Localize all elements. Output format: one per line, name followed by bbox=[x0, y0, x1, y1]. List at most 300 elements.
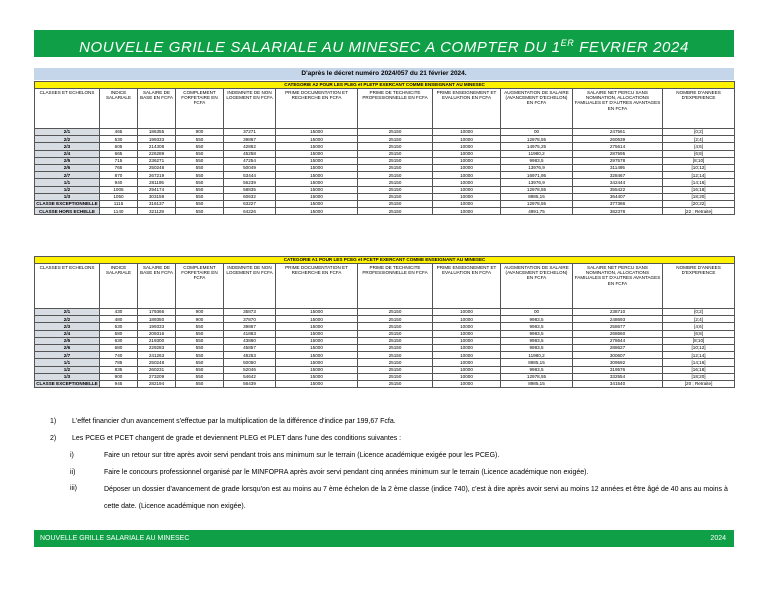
value-cell: 15000 bbox=[276, 208, 358, 215]
value-cell: 14975,25 bbox=[501, 143, 573, 150]
value-cell: 765 bbox=[100, 164, 138, 171]
value-cell: 12978,55 bbox=[501, 373, 573, 380]
value-cell: 550 bbox=[176, 337, 224, 344]
value-cell: 15000 bbox=[276, 373, 358, 380]
echelon-cell: CLASSE EXCEPTIONNELLE bbox=[36, 381, 98, 387]
value-cell: 550 bbox=[176, 366, 224, 373]
value-cell: 15000 bbox=[276, 129, 358, 136]
value-cell: 316137 bbox=[138, 200, 176, 207]
value-cell: 37271 bbox=[224, 129, 276, 136]
echelon-cell: CLASSE EXCEPTIONNELLE bbox=[36, 201, 98, 207]
value-cell: 45857 bbox=[224, 344, 276, 351]
table-row bbox=[35, 208, 735, 215]
echelon-cell: 2/1 bbox=[35, 129, 100, 136]
table-row bbox=[35, 136, 735, 143]
value-cell: 258677 bbox=[573, 323, 663, 330]
value-cell: 300607 bbox=[573, 352, 663, 359]
echelon-cell: 1/3 bbox=[35, 193, 100, 200]
value-cell: 835 bbox=[100, 366, 138, 373]
echelon-cell: CLASSE HORS ECHELLE bbox=[35, 208, 100, 215]
value-cell: 15000 bbox=[276, 330, 358, 337]
value-cell: 15000 bbox=[276, 316, 358, 323]
value-cell: 10000 bbox=[433, 208, 501, 215]
value-cell: 550 bbox=[176, 352, 224, 359]
value-cell: 740 bbox=[100, 352, 138, 359]
value-cell: 550 bbox=[176, 359, 224, 366]
value-cell: 25150 bbox=[358, 143, 433, 150]
table-row bbox=[35, 143, 735, 150]
value-cell: 260639 bbox=[573, 136, 663, 143]
value-cell: [14;16] bbox=[663, 179, 735, 186]
value-cell: [2;4] bbox=[663, 316, 735, 323]
echelon-cell: 2/3 bbox=[35, 323, 100, 330]
value-cell: 189350 bbox=[138, 316, 176, 323]
value-cell: 364407 bbox=[573, 193, 663, 200]
value-cell: 480 bbox=[100, 316, 138, 323]
value-cell: 530 bbox=[100, 136, 138, 143]
value-cell: 332554 bbox=[573, 373, 663, 380]
header-row bbox=[35, 89, 735, 129]
echelon-cell: 2/4 bbox=[35, 330, 100, 337]
value-cell: 550 bbox=[176, 200, 224, 207]
value-cell: 550 bbox=[176, 136, 224, 143]
value-cell: 281195 bbox=[138, 179, 176, 186]
column-header: SALAIRE NET PERCU SANS NOMINATION, ALLOCATIONS FAMILIALES ET D'AUTRES AVANTAGES EN FCFA bbox=[573, 89, 663, 129]
value-cell: 900 bbox=[176, 129, 224, 136]
value-cell: 39867 bbox=[224, 136, 276, 143]
value-cell: 465 bbox=[100, 129, 138, 136]
value-cell: 940 bbox=[100, 179, 138, 186]
value-cell: [12;14] bbox=[663, 172, 735, 179]
column-header: SALAIRE NET PERCU SANS NOMINATION, ALLOCATIONS FAMILIALES ET D'AUTRES AVANTAGES EN FCFA bbox=[573, 264, 663, 309]
column-header: PRIME ENSEIGNEMENT ET EVALUATION EN FCFA bbox=[433, 89, 501, 129]
echelon-cell: 2/7 bbox=[35, 352, 100, 359]
category-title: CATEGORIE A1 POUR LES PCEG et PCETP EXERCANT COMME ENSEIGNANT AU MINESEC bbox=[35, 257, 735, 264]
value-cell: 35873 bbox=[224, 309, 276, 316]
value-cell: [18;20] bbox=[663, 193, 735, 200]
column-header: PRIME DOCUMENTATION ET RECHERCHE EN FCFA bbox=[276, 264, 358, 309]
value-cell: 15000 bbox=[276, 359, 358, 366]
table-row bbox=[35, 172, 735, 179]
value-cell: 15000 bbox=[276, 172, 358, 179]
value-cell: 9983,5 bbox=[501, 337, 573, 344]
table-row bbox=[35, 179, 735, 186]
column-header: COMPLEMENT FORFETAIRE EN FCFA bbox=[176, 264, 224, 309]
value-cell: 900 bbox=[176, 316, 224, 323]
value-cell: [10;12] bbox=[663, 164, 735, 171]
header-row bbox=[35, 264, 735, 309]
value-cell: [14;16] bbox=[663, 359, 735, 366]
value-cell: [18;20] bbox=[663, 373, 735, 380]
category-row bbox=[35, 82, 735, 89]
value-cell: [4;6] bbox=[663, 323, 735, 330]
value-cell: 25150 bbox=[358, 208, 433, 215]
value-cell: 10000 bbox=[433, 172, 501, 179]
value-cell: 25150 bbox=[358, 337, 433, 344]
value-cell: 10000 bbox=[433, 352, 501, 359]
value-cell: [8;10] bbox=[663, 157, 735, 164]
echelon-cell: 2/2 bbox=[35, 316, 100, 323]
echelon-cell: 1/3 bbox=[35, 373, 100, 380]
value-cell: 58835 bbox=[224, 186, 276, 193]
value-cell: 550 bbox=[176, 143, 224, 150]
table-row bbox=[35, 193, 735, 200]
table-row bbox=[35, 359, 735, 366]
column-header: PRIME ENSEIGNEMENT ET EVALUATION EN FCFA bbox=[433, 264, 501, 309]
value-cell: 430 bbox=[100, 309, 138, 316]
value-cell: 15000 bbox=[276, 157, 358, 164]
column-header: AUGMENTATION DE SALAIRE (AVANCEMENT D'ECHELON) EN FCFA bbox=[501, 89, 573, 129]
value-cell: 550 bbox=[176, 373, 224, 380]
value-cell: 219300 bbox=[138, 337, 176, 344]
value-cell: 605 bbox=[100, 143, 138, 150]
value-cell: 15000 bbox=[276, 150, 358, 157]
value-cell: 8985,15 bbox=[501, 359, 573, 366]
value-cell: 10000 bbox=[433, 129, 501, 136]
value-cell: 43860 bbox=[224, 337, 276, 344]
value-cell: 60632 bbox=[224, 193, 276, 200]
column-header: INDEMNITE DE NON LOGEMENT EN FCFA bbox=[224, 89, 276, 129]
value-cell: 238710 bbox=[573, 309, 663, 316]
table-row bbox=[35, 157, 735, 164]
value-cell: 10000 bbox=[433, 157, 501, 164]
value-cell: 342444 bbox=[573, 179, 663, 186]
value-cell: 63227 bbox=[224, 200, 276, 207]
value-cell: [16;18] bbox=[663, 186, 735, 193]
value-cell: 680 bbox=[100, 344, 138, 351]
table-row bbox=[35, 337, 735, 344]
column-header: AUGMENTATION DE SALAIRE (AVANCEMENT D'ECHELON) EN FCFA bbox=[501, 264, 573, 309]
value-cell: 199333 bbox=[138, 136, 176, 143]
value-cell: 278644 bbox=[573, 337, 663, 344]
category-title: CATEGORIE A2 POUR LES PLEG et PLETP EXERCANT COMME ENSEIGNANT AU MINESEC bbox=[35, 82, 735, 89]
value-cell: 550 bbox=[176, 179, 224, 186]
value-cell: 15000 bbox=[276, 179, 358, 186]
value-cell: 900 bbox=[176, 309, 224, 316]
value-cell: [0;2] bbox=[663, 129, 735, 136]
value-cell: 382378 bbox=[573, 208, 663, 215]
value-cell: 15000 bbox=[276, 186, 358, 193]
value-cell: 25150 bbox=[358, 186, 433, 193]
value-cell: 10000 bbox=[433, 179, 501, 186]
value-cell: 268660 bbox=[573, 330, 663, 337]
value-cell: 530 bbox=[100, 323, 138, 330]
column-header: NOMBRE D'ANNEES D'EXPERIENCE bbox=[663, 89, 735, 129]
column-header: CLASSES ET ECHELONS bbox=[35, 264, 100, 309]
echelon-cell: 2/5 bbox=[35, 157, 100, 164]
value-cell: 13976,9 bbox=[501, 164, 573, 171]
value-cell: 229283 bbox=[138, 344, 176, 351]
value-cell: 10000 bbox=[433, 330, 501, 337]
value-cell: 321129 bbox=[138, 208, 176, 215]
value-cell: [22 ; Retraite] bbox=[663, 208, 735, 215]
value-cell: [12;14] bbox=[663, 352, 735, 359]
value-cell: 10000 bbox=[433, 309, 501, 316]
echelon-cell: 2/6 bbox=[35, 344, 100, 351]
value-cell: 287595 bbox=[573, 150, 663, 157]
table-row bbox=[35, 352, 735, 359]
value-cell: 550 bbox=[176, 157, 224, 164]
echelon-cell: 2/5 bbox=[35, 337, 100, 344]
value-cell: 10000 bbox=[433, 193, 501, 200]
value-cell: 9983,5 bbox=[501, 157, 573, 164]
value-cell: 303159 bbox=[138, 193, 176, 200]
table-row bbox=[35, 330, 735, 337]
value-cell: 309592 bbox=[573, 359, 663, 366]
value-cell: 282194 bbox=[138, 380, 176, 387]
value-cell: 236271 bbox=[138, 157, 176, 164]
value-cell: [6;8] bbox=[663, 150, 735, 157]
value-cell: 50050 bbox=[224, 359, 276, 366]
echelon-cell: 1/1 bbox=[35, 359, 100, 366]
value-cell: 550 bbox=[176, 150, 224, 157]
value-cell: 248693 bbox=[573, 316, 663, 323]
value-cell: 10000 bbox=[433, 200, 501, 207]
table-row bbox=[35, 129, 735, 136]
value-cell: 214308 bbox=[138, 143, 176, 150]
value-cell: 10000 bbox=[433, 136, 501, 143]
column-header: PRIME DE TECHNICITE PROFESSIONNELLE EN FCFA bbox=[358, 89, 433, 129]
value-cell: 1140 bbox=[100, 208, 138, 215]
column-header: NOMBRE D'ANNEES D'EXPERIENCE bbox=[663, 264, 735, 309]
value-cell: 630 bbox=[100, 337, 138, 344]
echelon-cell: 2/1 bbox=[35, 309, 100, 316]
value-cell: 10000 bbox=[433, 359, 501, 366]
value-cell: 12978,55 bbox=[501, 200, 573, 207]
value-cell: 48253 bbox=[224, 352, 276, 359]
value-cell: 15000 bbox=[276, 309, 358, 316]
echelon-cell: 1/1 bbox=[35, 179, 100, 186]
value-cell: 900 bbox=[100, 373, 138, 380]
value-cell: 12978,55 bbox=[501, 136, 573, 143]
value-cell: 1115 bbox=[100, 200, 138, 207]
table-row bbox=[35, 309, 735, 316]
column-header: CLASSES ET ECHELONS bbox=[35, 89, 100, 129]
value-cell: 10000 bbox=[433, 316, 501, 323]
footer-title: NOUVELLE GRILLE SALARIALE AU MINESEC bbox=[40, 535, 190, 542]
value-cell: 665 bbox=[100, 150, 138, 157]
value-cell: 11980,2 bbox=[501, 150, 573, 157]
value-cell: 13976,9 bbox=[501, 179, 573, 186]
value-cell: [10;12] bbox=[663, 344, 735, 351]
value-cell: 15000 bbox=[276, 366, 358, 373]
column-header: INDICE SALARIALE bbox=[100, 89, 138, 129]
value-cell: 294174 bbox=[138, 186, 176, 193]
echelon-cell: 2/3 bbox=[35, 143, 100, 150]
value-cell: 226289 bbox=[138, 150, 176, 157]
value-cell: 52046 bbox=[224, 366, 276, 373]
value-cell: 355422 bbox=[573, 186, 663, 193]
value-cell: 25150 bbox=[358, 316, 433, 323]
value-cell: 288627 bbox=[573, 344, 663, 351]
value-cell: 328467 bbox=[573, 172, 663, 179]
value-cell: 50049 bbox=[224, 164, 276, 171]
value-cell: 275614 bbox=[573, 143, 663, 150]
value-cell: 10000 bbox=[433, 143, 501, 150]
value-cell: 15000 bbox=[276, 337, 358, 344]
table-row bbox=[35, 373, 735, 380]
value-cell: 580 bbox=[100, 330, 138, 337]
value-cell: 241263 bbox=[138, 352, 176, 359]
value-cell: 260231 bbox=[138, 366, 176, 373]
value-cell: 550 bbox=[176, 164, 224, 171]
value-cell: 4991,75 bbox=[501, 208, 573, 215]
echelon-cell: 2/7 bbox=[35, 172, 100, 179]
value-cell: 25150 bbox=[358, 200, 433, 207]
value-cell: 9983,5 bbox=[501, 323, 573, 330]
echelon-cell: 1/2 bbox=[35, 186, 100, 193]
value-cell: 00 bbox=[501, 309, 573, 316]
value-cell: 25150 bbox=[358, 157, 433, 164]
value-cell: 550 bbox=[176, 380, 224, 387]
value-cell: 25150 bbox=[358, 366, 433, 373]
value-cell: 15000 bbox=[276, 380, 358, 387]
value-cell: 550 bbox=[176, 323, 224, 330]
value-cell: 273209 bbox=[138, 373, 176, 380]
value-cell: 550 bbox=[176, 172, 224, 179]
value-cell: 10000 bbox=[433, 150, 501, 157]
table-row bbox=[35, 366, 735, 373]
value-cell: 56239 bbox=[224, 179, 276, 186]
value-cell: 10000 bbox=[433, 380, 501, 387]
value-cell: 15000 bbox=[276, 136, 358, 143]
value-cell: 199333 bbox=[138, 323, 176, 330]
value-cell: 25150 bbox=[358, 129, 433, 136]
value-cell: 1050 bbox=[100, 193, 138, 200]
value-cell: 12978,55 bbox=[501, 186, 573, 193]
value-cell: 247561 bbox=[573, 129, 663, 136]
value-cell: 9983,5 bbox=[501, 366, 573, 373]
value-cell: 10000 bbox=[433, 164, 501, 171]
column-header: PRIME DOCUMENTATION ET RECHERCHE EN FCFA bbox=[276, 89, 358, 129]
value-cell: 25150 bbox=[358, 380, 433, 387]
value-cell: 42862 bbox=[224, 143, 276, 150]
value-cell: [8;10] bbox=[663, 337, 735, 344]
column-header: INDICE SALARIALE bbox=[100, 264, 138, 309]
page-title: NOUVELLE GRILLE SALARIALE AU MINESEC A COMPTER DU 1ER FEVRIER 2024 bbox=[34, 30, 734, 57]
value-cell: 15000 bbox=[276, 323, 358, 330]
value-cell: 64226 bbox=[224, 208, 276, 215]
value-cell: 186355 bbox=[138, 129, 176, 136]
value-cell: 56439 bbox=[224, 380, 276, 387]
value-cell: [20 ; Retraite] bbox=[663, 380, 735, 387]
value-cell: 25150 bbox=[358, 136, 433, 143]
value-cell: 53444 bbox=[224, 172, 276, 179]
value-cell: 9983,5 bbox=[501, 330, 573, 337]
table-row bbox=[35, 150, 735, 157]
value-cell: 319576 bbox=[573, 366, 663, 373]
value-cell: 25150 bbox=[358, 179, 433, 186]
value-cell: 15000 bbox=[276, 164, 358, 171]
category-row bbox=[35, 257, 735, 264]
value-cell: 25150 bbox=[358, 309, 433, 316]
value-cell: 15000 bbox=[276, 193, 358, 200]
value-cell: 37870 bbox=[224, 316, 276, 323]
value-cell: 10000 bbox=[433, 373, 501, 380]
footer-year: 2024 bbox=[710, 535, 726, 542]
value-cell: 250248 bbox=[138, 164, 176, 171]
value-cell: [16;18] bbox=[663, 366, 735, 373]
value-cell: 11980,2 bbox=[501, 352, 573, 359]
value-cell: 25150 bbox=[358, 352, 433, 359]
value-cell: 870 bbox=[100, 172, 138, 179]
column-header: COMPLEMENT FORFETAIRE EN FCFA bbox=[176, 89, 224, 129]
column-header: SALAIRE DE BASE EN FCFA bbox=[138, 89, 176, 129]
value-cell: 00 bbox=[501, 129, 573, 136]
footer-bar bbox=[34, 530, 734, 547]
salary-table-a2 bbox=[34, 81, 735, 215]
value-cell: [2;4] bbox=[663, 136, 735, 143]
value-cell: [4;6] bbox=[663, 143, 735, 150]
value-cell: 25150 bbox=[358, 150, 433, 157]
value-cell: 9983,5 bbox=[501, 344, 573, 351]
value-cell: [0;2] bbox=[663, 309, 735, 316]
value-cell: 25150 bbox=[358, 330, 433, 337]
value-cell: 16971,95 bbox=[501, 172, 573, 179]
value-cell: 179366 bbox=[138, 309, 176, 316]
value-cell: 25150 bbox=[358, 172, 433, 179]
value-cell: 41863 bbox=[224, 330, 276, 337]
table-row bbox=[35, 186, 735, 193]
value-cell: 250248 bbox=[138, 359, 176, 366]
value-cell: 25150 bbox=[358, 323, 433, 330]
value-cell: 550 bbox=[176, 208, 224, 215]
table-row bbox=[35, 344, 735, 351]
value-cell: 15000 bbox=[276, 352, 358, 359]
value-cell: [6;8] bbox=[663, 330, 735, 337]
column-header: PRIME DE TECHNICITE PROFESSIONNELLE EN FCFA bbox=[358, 264, 433, 309]
value-cell: 715 bbox=[100, 157, 138, 164]
value-cell: 377386 bbox=[573, 200, 663, 207]
value-cell: 10000 bbox=[433, 366, 501, 373]
value-cell: 550 bbox=[176, 330, 224, 337]
table-row bbox=[35, 380, 735, 387]
value-cell: 25150 bbox=[358, 359, 433, 366]
value-cell: 341540 bbox=[573, 380, 663, 387]
value-cell: 297578 bbox=[573, 157, 663, 164]
table-row bbox=[35, 316, 735, 323]
value-cell: 550 bbox=[176, 344, 224, 351]
table-row bbox=[35, 164, 735, 171]
value-cell: 10000 bbox=[433, 186, 501, 193]
value-cell: 311495 bbox=[573, 164, 663, 171]
value-cell: 15000 bbox=[276, 344, 358, 351]
echelon-cell: 2/4 bbox=[35, 150, 100, 157]
value-cell: 9983,5 bbox=[501, 316, 573, 323]
value-cell: 25150 bbox=[358, 373, 433, 380]
value-cell: [20;22] bbox=[663, 200, 735, 207]
value-cell: 8985,15 bbox=[501, 193, 573, 200]
value-cell: 10000 bbox=[433, 323, 501, 330]
table-row bbox=[35, 200, 735, 207]
value-cell: 550 bbox=[176, 193, 224, 200]
value-cell: 10000 bbox=[433, 344, 501, 351]
value-cell: 15000 bbox=[276, 200, 358, 207]
echelon-cell: 2/6 bbox=[35, 164, 100, 171]
table-row bbox=[35, 323, 735, 330]
value-cell: 54642 bbox=[224, 373, 276, 380]
echelon-cell: 1/2 bbox=[35, 366, 100, 373]
value-cell: 550 bbox=[176, 186, 224, 193]
value-cell: 45258 bbox=[224, 150, 276, 157]
value-cell: 945 bbox=[100, 380, 138, 387]
value-cell: 15000 bbox=[276, 143, 358, 150]
value-cell: 209316 bbox=[138, 330, 176, 337]
echelon-cell: 2/2 bbox=[35, 136, 100, 143]
value-cell: 10000 bbox=[433, 337, 501, 344]
decree-reference: D'après le décret numéro 2024/057 du 21 février 2024. bbox=[34, 68, 734, 80]
value-cell: 47254 bbox=[224, 157, 276, 164]
